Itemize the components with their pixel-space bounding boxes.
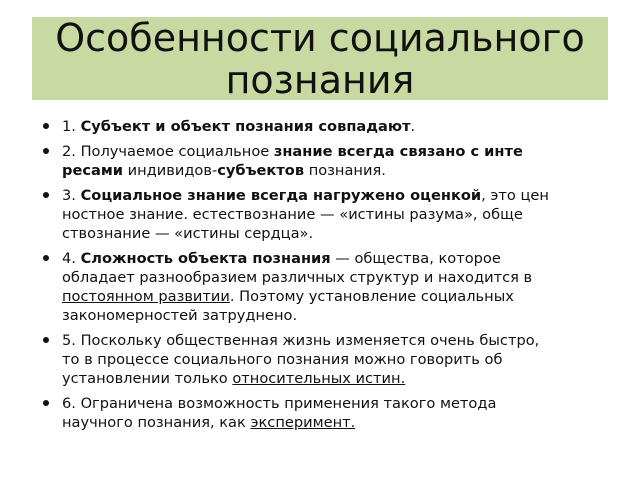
text-segment: научного познания, как: [62, 414, 251, 431]
text-segment: , это цен: [481, 187, 549, 204]
bullet-item-1: [32, 117, 612, 136]
bullet-dot-icon: [43, 192, 49, 198]
bullet-item-5: [32, 331, 612, 388]
text-segment: закономерностей затруднено.: [62, 307, 298, 324]
slide-content: [32, 117, 612, 438]
underlined-term: относительных истин.: [232, 370, 406, 387]
bullet-list: [32, 117, 612, 432]
slide-title-line-1: Особенности социального: [55, 17, 585, 60]
bullet-dot-icon: [43, 400, 49, 406]
bullet-text-line: [62, 350, 612, 369]
bullet-dot-icon: [43, 337, 49, 343]
bullet-text-line: [62, 369, 612, 388]
bullet-text-line: [62, 331, 612, 350]
bullet-text-line: [62, 287, 612, 306]
text-segment: индивидов-: [123, 162, 218, 179]
text-segment: 2. Получаемое социальное: [62, 143, 274, 160]
bullet-dot-icon: [43, 255, 49, 261]
text-segment: . Поэтому установление социальных: [229, 288, 514, 305]
bullet-text-line: [62, 142, 612, 161]
text-segment: .: [410, 118, 416, 135]
text-segment: ствознание — «истины сердца».: [62, 225, 314, 242]
text-segment: 4.: [62, 250, 81, 267]
bullet-text-line: [62, 268, 612, 287]
text-segment: то в процессе социального познания можно говорить об: [62, 351, 503, 368]
slide-title: [32, 17, 608, 100]
text-segment: ностное знание. естествознание — «истины разума», обще: [62, 206, 523, 223]
text-segment: 6. Ограничена возможность применения такого метода: [62, 395, 497, 412]
bullet-text-line: [62, 186, 612, 205]
bullet-text-line: [62, 249, 612, 268]
slide-title-line-2: познания: [225, 58, 415, 100]
bullet-text-line: [62, 205, 612, 224]
bullet-text-line: [62, 117, 612, 136]
text-segment: познания.: [304, 162, 386, 179]
bullet-item-6: [32, 394, 612, 432]
text-segment: обладает разнообразием различных структур и находится в: [62, 269, 533, 286]
bullet-text-line: [62, 413, 612, 432]
underlined-term: постоянном развитии: [62, 288, 230, 305]
underlined-term: эксперимент.: [250, 414, 356, 431]
text-segment: 1.: [62, 118, 81, 135]
bold-term: Сложность объекта познания: [80, 250, 331, 267]
bullet-dot-icon: [43, 148, 49, 154]
bold-term: Субъект и объект познания совпадают: [80, 118, 411, 135]
bullet-dot-icon: [43, 123, 49, 129]
bold-term: ресами: [62, 162, 123, 179]
slide-title-box: [32, 17, 608, 100]
text-segment: 3.: [62, 187, 81, 204]
text-segment: установлении только: [62, 370, 233, 387]
bullet-item-3: [32, 186, 612, 243]
text-segment: 5. Поскольку общественная жизнь изменяется очень быстро,: [62, 332, 540, 349]
bullet-item-2: [32, 142, 612, 180]
bold-term: Социальное знание всегда нагружено оценкой: [80, 187, 482, 204]
bullet-item-4: [32, 249, 612, 325]
bold-term: субъектов: [217, 162, 305, 179]
bold-term: знание всегда связано с инте: [273, 143, 523, 160]
text-segment: — общества, которое: [330, 250, 501, 267]
bullet-text-line: [62, 306, 612, 325]
bullet-text-line: [62, 394, 612, 413]
bullet-text-line: [62, 224, 612, 243]
bullet-text-line: [62, 161, 612, 180]
